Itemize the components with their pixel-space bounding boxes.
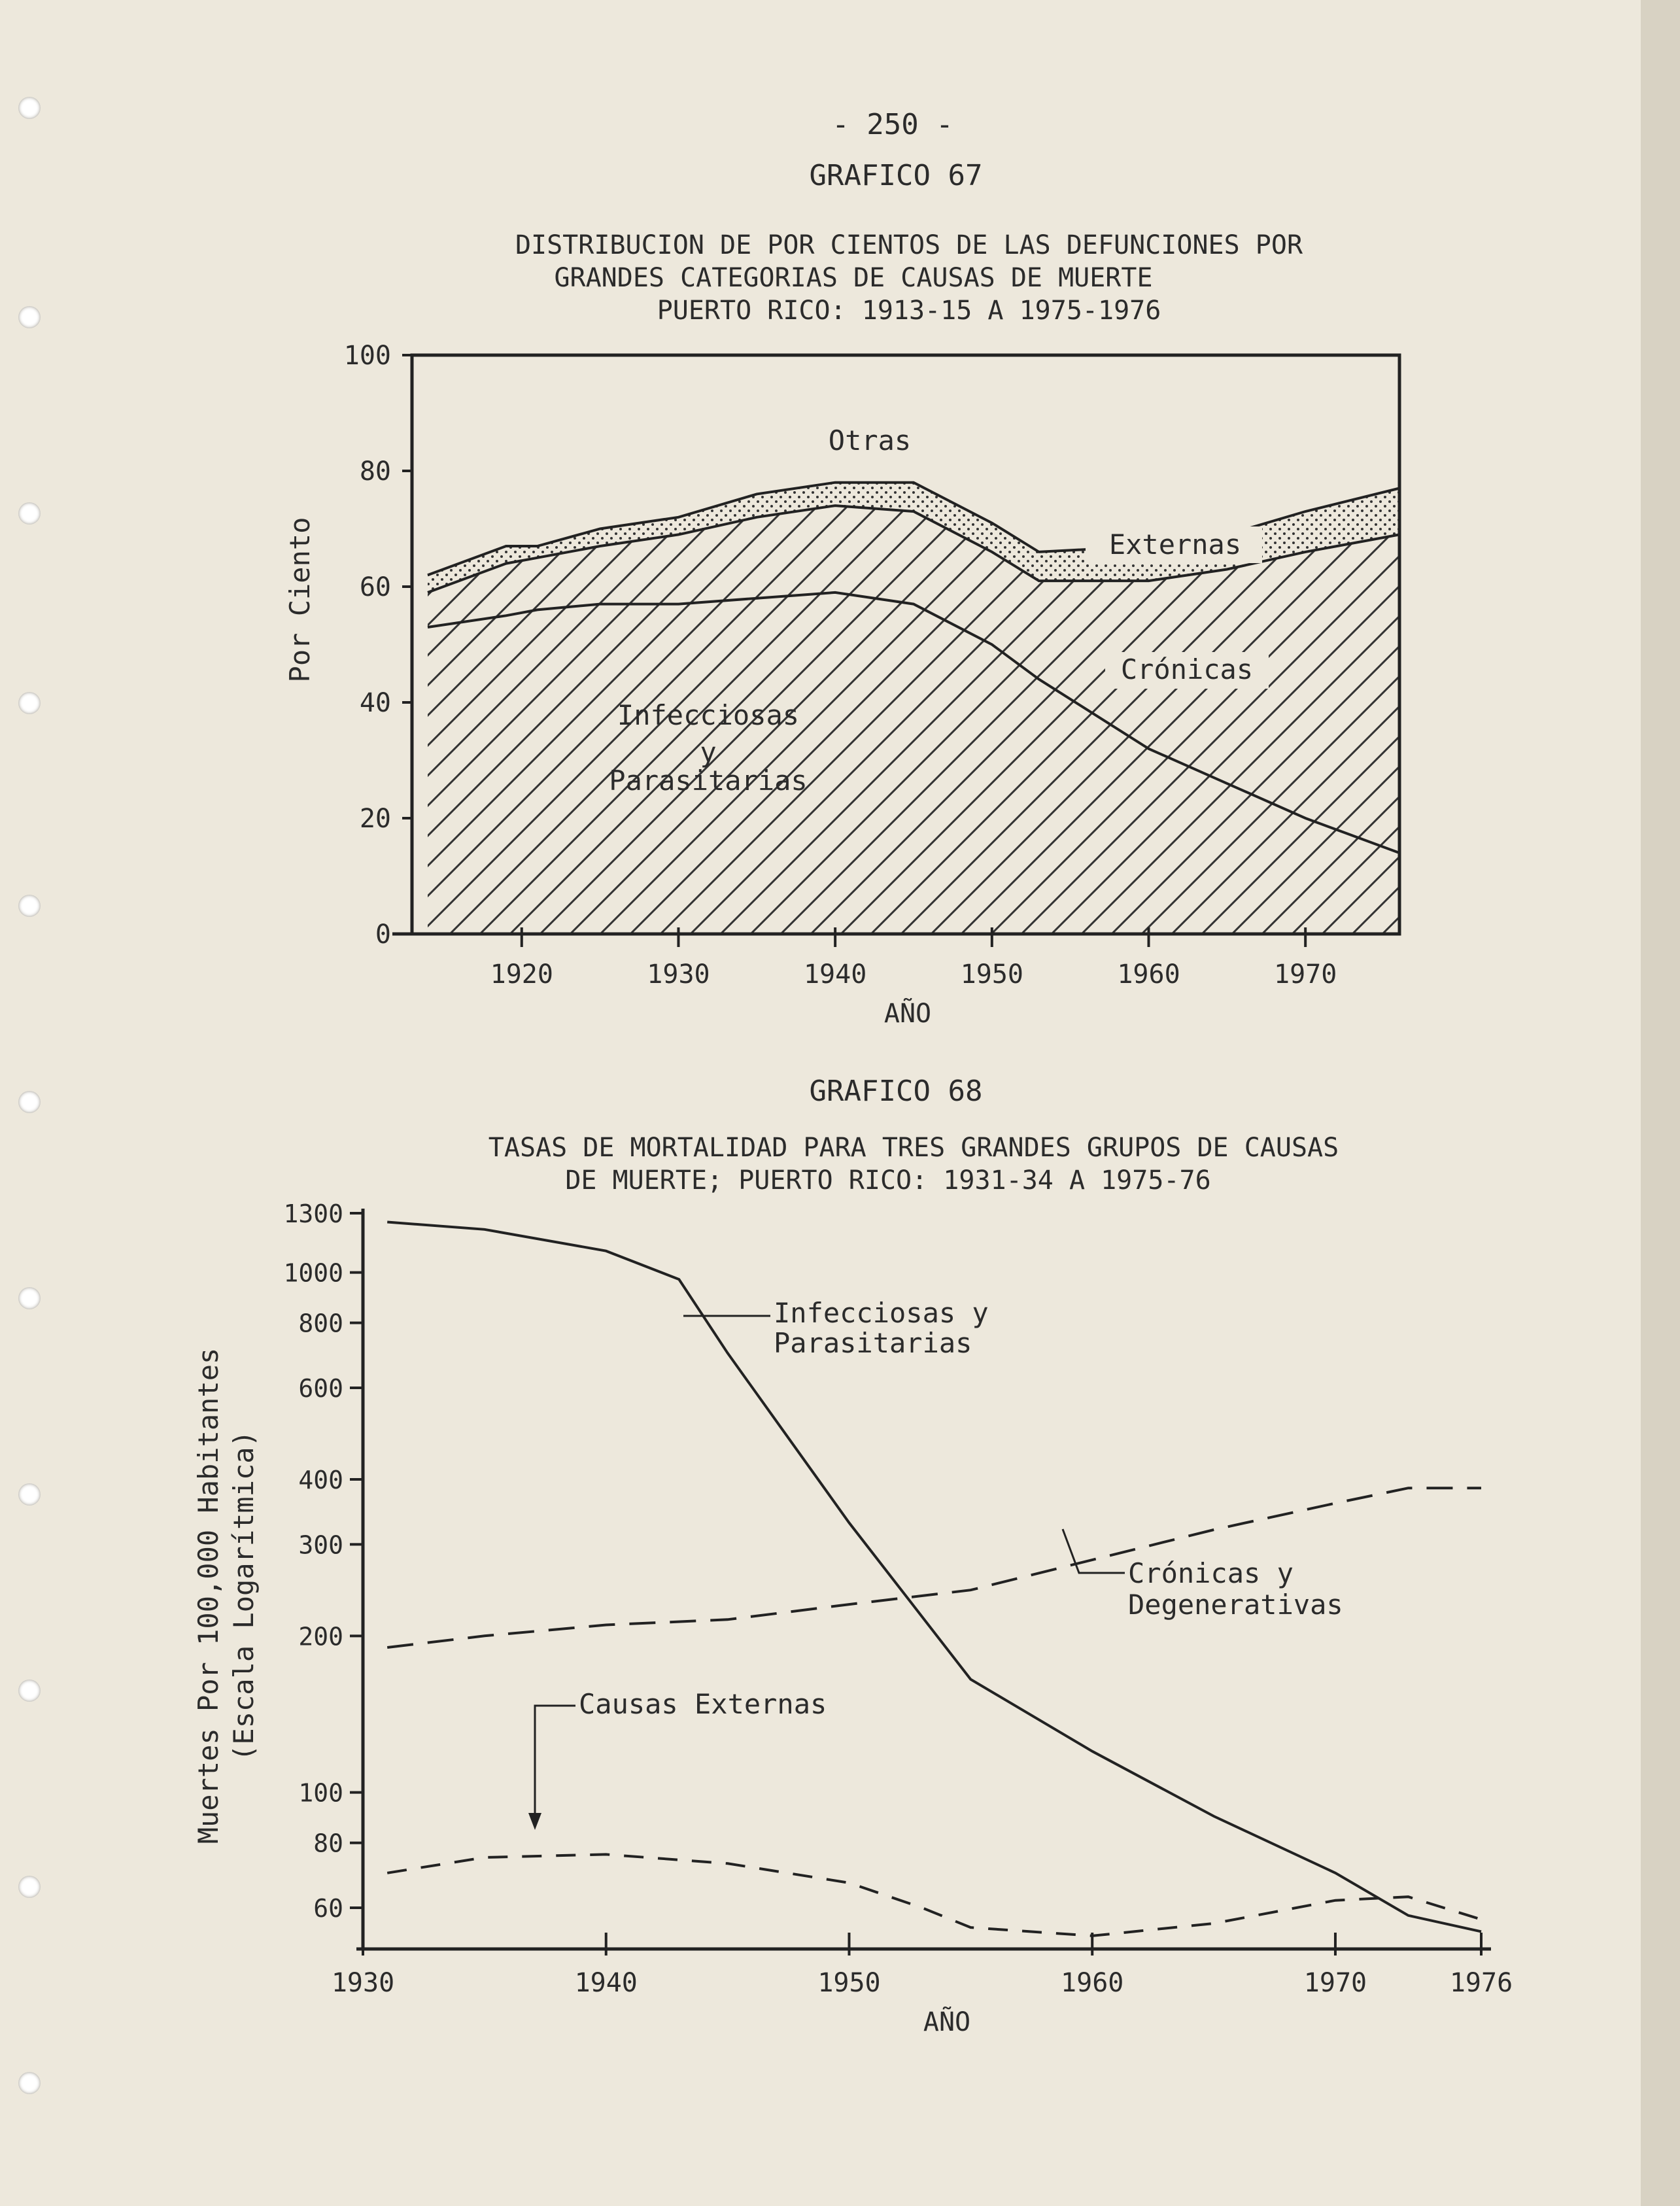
y-tick-label: 0 [375,920,391,950]
region-label-infecciosas: Parasitarias [609,765,808,797]
chart-title-line: DISTRIBUCION DE POR CIENTOS DE LAS DEFUNCIONES POR [515,230,1303,260]
chart-title-line: PUERTO RICO: 1913-15 A 1975-1976 [657,296,1161,326]
x-tick-label: 1930 [331,1968,395,1998]
x-tick-label: 1950 [817,1968,881,1998]
grafico-68 [192,1075,1513,2037]
leader-externas [535,1706,575,1821]
y-ticks [344,341,412,950]
chart-label: GRAFICO 67 [809,159,983,192]
region-label-infecciosas: Infecciosas [617,699,800,731]
arrow-head [528,1813,541,1830]
y-tick-label: 60 [313,1894,343,1923]
x-tick-label: 1940 [803,959,867,990]
x-ticks [490,927,1337,990]
annotation-infecciosas: Parasitarias [774,1327,972,1359]
annotation-cronicas: Crónicas y [1128,1557,1294,1589]
y-tick-label: 80 [313,1829,343,1858]
region-label-cronicas: Crónicas [1120,653,1254,685]
x-tick-label: 1970 [1303,1968,1367,1998]
x-tick-label: 1960 [1117,959,1180,990]
y-tick-label: 100 [343,341,391,371]
x-tick-label: 1930 [647,959,710,990]
y-tick-label: 1000 [283,1258,343,1288]
x-axis-label: AÑO [883,999,932,1029]
x-tick-label: 1976 [1449,1968,1513,1998]
chart-title-line: GRANDES CATEGORIAS DE CAUSAS DE MUERTE [554,263,1153,293]
leader-cronicas [1063,1529,1125,1573]
x-tick-label: 1940 [574,1968,638,1998]
y-tick-label: 1300 [283,1199,343,1228]
annotation-infecciosas: Infecciosas y [774,1297,989,1329]
y-tick-label: 600 [298,1373,343,1403]
x-tick-label: 1950 [960,959,1023,990]
x-axis-label: AÑO [923,2007,971,2037]
y-tick-label: 400 [298,1465,343,1494]
y-tick-label: 80 [359,457,391,487]
chart-title-line: TASAS DE MORTALIDAD PARA TRES GRANDES GRUPOS DE CAUSAS [488,1133,1339,1163]
y-axis-label: (Escala Logarítmica) [228,1430,260,1761]
x-tick-label: 1960 [1061,1968,1124,1998]
chart-title-line: DE MUERTE; PUERTO RICO: 1931-34 A 1975-76 [565,1165,1211,1196]
annotation-externas: Causas Externas [579,1688,827,1720]
chart-label: GRAFICO 68 [809,1075,983,1108]
x-ticks [332,1933,1513,1998]
annotation-cronicas: Degenerativas [1128,1589,1343,1621]
y-axis-label: Muertes Por 100,000 Habitantes [192,1347,224,1844]
y-tick-label: 60 [359,572,391,602]
page-number: - 250 - [832,108,953,141]
region-label-otras: Otras [828,424,912,457]
grafico-67 [284,159,1399,1029]
region-label-infecciosas: y [700,736,717,768]
x-tick-label: 1970 [1274,959,1337,990]
y-tick-label: 800 [298,1309,343,1338]
y-tick-label: 20 [359,804,391,834]
y-ticks [283,1199,363,1923]
line-cr-nicas-y-degenerativas [387,1488,1481,1647]
y-tick-label: 40 [359,688,391,718]
y-tick-label: 300 [298,1530,343,1560]
plot-areas [428,355,1399,934]
y-axis-label: Por Ciento [284,517,316,683]
region-label-externas: Externas [1108,528,1242,560]
y-tick-label: 100 [298,1778,343,1808]
y-tick-label: 200 [298,1622,343,1651]
x-tick-label: 1920 [490,959,553,990]
line-causas-externas [387,1854,1481,1936]
